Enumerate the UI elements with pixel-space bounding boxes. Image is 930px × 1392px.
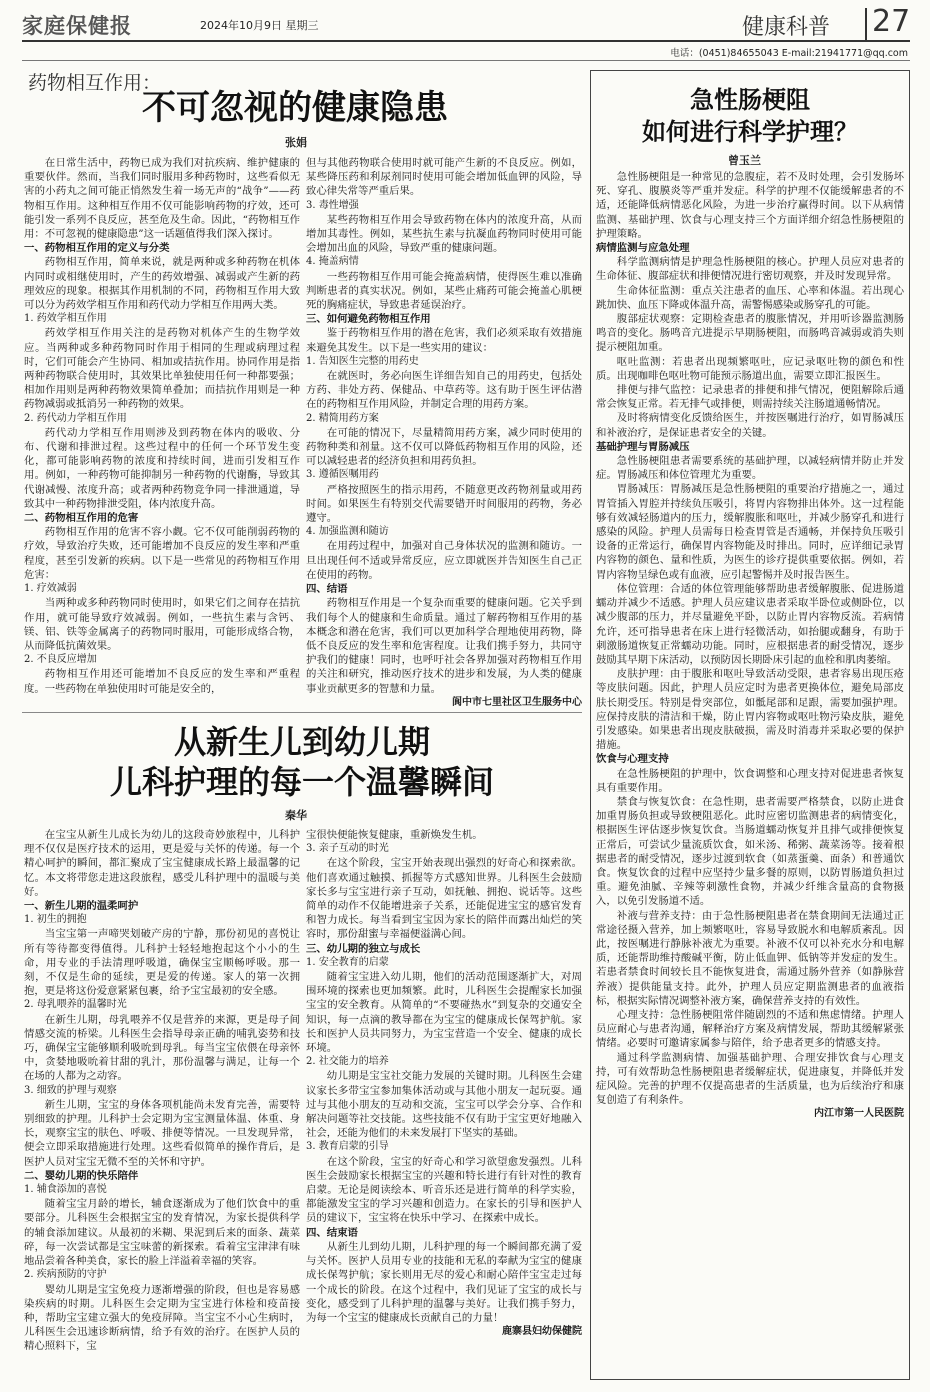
- paragraph: 一些药物相互作用可能会掩盖病情，使得医生难以准确判断患者的真实状况。例如，某些止痛药可能会掩盖心肌梗死的胸痛症状，导致患者延误治疗。: [306, 270, 582, 312]
- subsection-heading: 1. 告知医生完整的用药史: [306, 355, 419, 367]
- article-title-line-2: 如何进行科学护理？: [642, 117, 858, 146]
- subsection-heading: 2. 社交能力的培养: [306, 1056, 389, 1068]
- paragraph: 生命体征监测：重点关注患者的血压、心率和体温。若出现心跳加快、血压下降或体温升高，需警惕感染或肠穿孔的可能。: [596, 284, 904, 311]
- contact-info: 电话：(0451)84655043 E-mail:21941771@qq.com: [670, 48, 908, 59]
- section-heading: 一、药物相互作用的定义与分类: [24, 242, 170, 255]
- paragraph: 随着宝宝进入幼儿期，他们的活动范围逐渐扩大，对周围环境的探索也更加频繁。此时，儿科医生会提醒家长加强宝宝的安全教育。从简单的“不要碰热水”到复杂的交通安全知识，每一点滴的教导都在为宝宝的健康成长保驾护航。家长和医护人员共同努力，为宝宝营造一个安全、健康的成长环境。: [306, 971, 582, 1055]
- paragraph: 呕吐监测：若患者出现频繁呕吐，应记录呕吐物的颜色和性质。出现咖啡色呕吐物可能预示肠道出血，需要立即汇报医生。: [596, 355, 904, 382]
- article-title: 不可忽视的健康隐患: [142, 88, 448, 128]
- paragraph: 药物相互作用是一个复杂而重要的健康问题。它关乎到我们每个人的健康和生命质量。通过了解药物相互作用的基本概念和潜在危害，我们可以更加科学合理地使用药物，降低不良反应的发生率和危害程度。让我们携手努力，共同守护我们的健康！同时，也呼吁社会各界加强对药物相互作用的关注和研究，推动医疗技术的进步和发展，为人类的健康事业贡献更多的智慧和力量。: [306, 597, 582, 695]
- paragraph: 严格按照医生的指示用药，不随意更改药物剂量或用药时间。如果医生有特别交代需要错开时间服用的药物，务必遵守。: [306, 483, 582, 525]
- paragraph: 在急性肠梗阻的护理中，饮食调整和心理支持对促进患者恢复具有重要作用。: [596, 767, 904, 794]
- article-title-line-2: 儿科护理的每一个温馨瞬间: [109, 763, 494, 801]
- paragraph: 药效学相互作用关注的是药物对机体产生的生物学效应。当两种或多种药物同时作用于相同的生理或病理过程时，它们可能会产生协同、相加或拮抗作用。协同作用是指两种药物联合使用时，其效果比单独使用任何一种都要强；相加作用则是两种药物效果简单叠加；而拮抗作用则是一种药物减弱或抵消另一种药物的效果。: [24, 327, 300, 411]
- paragraph: 某些药物相互作用会导致药物在体内的浓度升高，从而增加其毒性。例如，某些抗生素与抗凝血药物同时使用可能会增加出血的风险，导致严重的健康问题。: [306, 213, 582, 255]
- article-title-line-1: 急性肠梗阻: [690, 85, 810, 114]
- paragraph: 心理支持：急性肠梗阻常伴随剧烈的不适和焦虑情绪。护理人员应耐心与患者沟通，解释治疗方案及病情发展，帮助其缓解紧张情绪。必要时可邀请家属参与陪伴，给予患者更多的情感支持。: [596, 1008, 904, 1050]
- subsection-heading: 3. 细致的护理与观察: [24, 1084, 117, 1096]
- divider: [22, 712, 582, 713]
- article-author: 张娟: [285, 136, 307, 149]
- subsection-heading: 2. 精简用药方案: [306, 412, 379, 424]
- section-heading: 基础护理与胃肠减压: [596, 440, 690, 453]
- paragraph: 在用药过程中，加强对自己身体状况的监测和随访。一旦出现任何不适或异常反应，应立即就医并告知医生自己正在使用的药物。: [306, 540, 582, 581]
- article-column: [596, 170, 904, 1375]
- paragraph: 幼儿期是宝宝社交能力发展的关键时期。儿科医生会建议家长多带宝宝参加集体活动或与其他小朋友一起玩耍。通过与其他小朋友的互动和交流，宝宝可以学会分享、合作和解决问题等社交技能。这些技能不仅有助于宝宝更好地融入社会，还能为他们的未来发展打下坚实的基础。: [306, 1070, 582, 1140]
- subsection-heading: 1. 初生的拥抱: [24, 914, 87, 926]
- paragraph: 药物相互作用的危害不容小觑。它不仅可能削弱药物的疗效，导致治疗失败，还可能增加不良反应的发生率和严重程度，甚至引发新的疾病。以下是一些常见的药物相互作用危害：: [24, 526, 300, 581]
- page-number: 27: [872, 4, 911, 39]
- article-author: 曾玉兰: [728, 154, 761, 167]
- section-heading: 病情监测与应急处理: [596, 242, 690, 255]
- newspaper-name: 家庭保健报: [22, 14, 132, 38]
- paragraph: 及时将病情变化反馈给医生，并按医嘱进行治疗，如胃肠减压和补液治疗，是保证患者安全的关键。: [596, 412, 904, 439]
- paragraph: 当宝宝第一声啼哭划破产房的宁静，那份初见的喜悦让所有等待都变得值得。儿科护士轻轻地抱起这个小小的生命，用专业的手法清理呼吸道，确保宝宝顺畅呼吸。那一刻，不仅是生命的延续，更是爱的传递。家人的第一次拥抱，更是将这份爱意紧紧包裹，给予宝宝最初的安全感。: [24, 928, 300, 998]
- subsection-heading: 1. 辅食添加的喜悦: [24, 1184, 107, 1196]
- issue-date: 2024年10月9日 星期三: [200, 19, 319, 32]
- paragraph: 鉴于药物相互作用的潜在危害，我们必须采取有效措施来避免其发生。以下是一些实用的建议：: [306, 327, 582, 354]
- paragraph: 在日常生活中，药物已成为我们对抗疾病、维护健康的重要伙伴。然而，当我们同时服用多种药物时，这些看似无害的小药丸之间可能正悄然发生着一场无声的“战争”——药物相互作用。这种相互作用不仅可能影响药物的疗效，还可能引发一系列不良反应，甚至危及生命。因此，“药物相互作用：不可忽视的健康隐患”这一话题值得我们深入探讨。: [24, 157, 300, 241]
- subsection-heading: 2. 不良反应增加: [24, 654, 97, 666]
- subsection-heading: 3. 遵循医嘱用药: [306, 469, 379, 481]
- subsection-heading: 3. 亲子互动的时光: [306, 843, 389, 855]
- paragraph: 新生儿期，宝宝的身体各项机能尚未发育完善，需要特别细致的护理。儿科护士会定期为宝宝测量体温、体重、身长，观察宝宝的肤色、呼吸、排便等情况。一旦发现异常，便会立即采取措施进行处理。这些看似简单的操作背后，是医护人员对宝宝无微不至的关怀和守护。: [24, 1098, 300, 1168]
- subsection-heading: 1. 疗效减弱: [24, 583, 77, 595]
- paragraph: 当两种或多种药物同时使用时，如果它们之间存在拮抗作用，就可能导致疗效减弱。例如，一些抗生素与含钙、镁、铝、铁等金属离子的药物同时服用，可能形成络合物，从而降低抗菌效果。: [24, 597, 300, 652]
- paragraph: 胃肠减压：胃肠减压是急性肠梗阻的重要治疗措施之一，通过胃管插入胃腔并持续负压吸引，将胃内容物排出体外。这一过程能够有效减轻肠道内的压力，缓解腹胀和呕吐，并减少肠穿孔和进行感染的风险。护理人员需每日检查胃管是否通畅，并保持负压吸引设备的正常运行，确保胃内容物能及时排出。同时，应详细记录胃内容物的颜色、量和性质，为医生的诊疗提供重要依据。例如，若胃内容物呈绿色或有血液，应引起警惕并及时报告医生。: [596, 483, 904, 581]
- paragraph: 腹部症状观察：定期检查患者的腹胀情况，并用听诊器监测肠鸣音的变化。肠鸣音亢进提示早期肠梗阻，而肠鸣音减弱或消失则提示梗阻加重。: [596, 313, 904, 354]
- subsection-heading: 2. 疾病预防的守护: [24, 1269, 107, 1281]
- paragraph: 急性肠梗阻是一种常见的急腹症，若不及时处理，会引发肠坏死、穿孔、腹膜炎等严重并发症。科学的护理不仅能缓解患者的不适，还能降低病情恶化风险，为进一步治疗赢得时间。以下从病情监测、基础护理、饮食与心理支持三个方面详细介绍急性肠梗阻的护理策略。: [596, 171, 904, 240]
- author-institution: 阆中市七里社区卫生服务中心: [452, 696, 582, 706]
- paragraph: 药物相互作用还可能增加不良反应的发生率和严重程度。一些药物在单独使用时可能是安全的，: [24, 668, 300, 695]
- subsection-heading: 4. 加强监测和随访: [306, 526, 389, 538]
- divider: [865, 8, 867, 40]
- subsection-heading: 1. 药效学相互作用: [24, 313, 107, 325]
- paragraph: 皮肤护理：由于腹胀和呕吐导致活动受限，患者容易出现压疮等皮肤问题。因此，护理人员应定时为患者更换体位，避免局部皮肤长期受压。特别是骨突部位，如骶尾部和足跟，需要加强护理。应保持皮肤的清洁和干燥，防止胃内容物或呕吐物污染皮肤，避免引发感染。如果患者出现皮肤破损，需及时消毒并采取必要的保护措施。: [596, 668, 904, 752]
- paragraph: 药代动力学相互作用则涉及到药物在体内的吸收、分布、代谢和排泄过程。这些过程中的任何一个环节发生变化，都可能影响药物的浓度和持续时间，进而引发相互作用。例如，一种药物可能抑制另一种药物的代谢酶，导致其代谢减慢、浓度升高；或者两种药物竞争同一排泄通道，导致其中一种药物排泄受阻，体内浓度升高。: [24, 426, 300, 510]
- section-heading: 二、药物相互作用的危害: [24, 512, 139, 525]
- paragraph: 禁食与恢复饮食：在急性期，患者需要严格禁食，以防止进食加重胃肠负担或导致梗阻恶化。此时应密切监测患者的病情变化，根据医生评估逐步恢复饮食。当肠道蠕动恢复并且排气或排便恢复正常后，可尝试少量流质饮食，如米汤、稀粥、蔬菜汤等。接着根据患者的耐受情况，逐步过渡到软食（如蒸蛋羹、面条）和普通饮食。恢复饮食的过程中应坚持少量多餐的原则，以防胃肠道负担过重。避免油腻、辛辣等刺激性食物，并减少纤维含量高的食物摄入，以免引发肠道不适。: [596, 795, 904, 908]
- subsection-heading: 4. 掩盖病情: [306, 256, 359, 268]
- article-column-2: [306, 156, 582, 706]
- section-title: 健康科普: [742, 15, 831, 40]
- paragraph: 在这个阶段，宝宝开始表现出强烈的好奇心和探索欲。他们喜欢通过触摸、抓握等方式感知世界。儿科医生会鼓励家长多与宝宝进行亲子互动，如抚触、拥抱、说话等。这些简单的动作不仅能增进亲子关系，还能促进宝宝的感官发育和智力成长。每当看到宝宝因为家长的陪伴而露出灿烂的笑容时，那份甜蜜与幸福便溢满心间。: [306, 857, 582, 941]
- paragraph: 在宝宝从新生儿成长为幼儿的这段奇妙旅程中，儿科护理不仅仅是医疗技术的运用，更是爱与关怀的传递。每一个精心呵护的瞬间，都汇聚成了宝宝健康成长路上最温馨的记忆。本文将带您走进这段旅程，感受儿科护理中的温暖与美好。: [24, 829, 300, 898]
- paragraph: 婴幼儿期是宝宝免疫力逐渐增强的阶段，但也是容易感染疾病的时期。儿科医生会定期为宝宝进行体检和疫苗接种，帮助宝宝建立强大的免疫屏障。当宝宝不小心生病时，儿科医生会迅速诊断病情，给予有效的治疗。在医护人员的精心照料下，宝: [24, 1283, 300, 1353]
- author-institution: 鹿寨县妇幼保健院: [502, 1326, 582, 1338]
- article-column-1: [24, 828, 300, 1376]
- paragraph: 通过科学监测病情、加强基础护理、合理安排饮食与心理支持，可有效帮助急性肠梗阻患者缓解症状，促进康复，并降低并发症风险。完善的护理不仅提高患者的生活质量，也为后续治疗和康复创造了有利条件。: [596, 1051, 904, 1107]
- subsection-heading: 2. 母乳喂养的温馨时光: [24, 999, 127, 1011]
- article-column-1: [24, 156, 300, 706]
- paragraph: 在可能的情况下，尽量精简用药方案，减少同时使用的药物种类和剂量。这不仅可以降低药物相互作用的风险，还可以减轻患者的经济负担和用药负担。: [306, 426, 582, 468]
- section-heading: 四、结语: [306, 583, 348, 596]
- section-heading: 饮食与心理支持: [596, 753, 669, 766]
- paragraph: 但与其他药物联合使用时就可能产生新的不良反应。例如，某些降压药和利尿剂同时使用可能会增加低血钾的风险，导致心律失常等严重后果。: [306, 157, 582, 198]
- paragraph: 在新生儿期，母乳喂养不仅是营养的来源，更是母子间情感交流的桥梁。儿科医生会指导母亲正确的哺乳姿势和技巧，确保宝宝能够顺利吸吮到母乳。每当宝宝依偎在母亲怀中，贪婪地吸吮着甘甜的乳汁，那份温馨与满足，让每一个在场的人都为之动容。: [24, 1013, 300, 1083]
- paragraph: 在就医时，务必向医生详细告知自己的用药史，包括处方药、非处方药、保健品、中草药等。这有助于医生评估潜在的药物相互作用风险，并制定合理的用药方案。: [306, 370, 582, 411]
- section-heading: 一、新生儿期的温柔呵护: [24, 900, 139, 913]
- masthead-bar: [22, 4, 911, 44]
- article-author: 秦华: [285, 809, 307, 822]
- paragraph: 在这个阶段，宝宝的好奇心和学习欲望愈发强烈。儿科医生会鼓励家长根据宝宝的兴趣和特长进行有针对性的教育启蒙。无论是阅读绘本、听音乐还是进行简单的科学实验，都能激发宝宝的学习兴趣和创造力。在家长的引导和医护人员的建议下，宝宝将在快乐中学习、在探索中成长。: [306, 1155, 582, 1225]
- section-heading: 三、幼儿期的独立与成长: [306, 942, 421, 955]
- section-heading: 四、结束语: [306, 1226, 358, 1239]
- section-heading: 二、婴幼儿期的快乐陪伴: [24, 1169, 139, 1182]
- subsection-heading: 3. 教育启蒙的引导: [306, 1141, 389, 1153]
- paragraph: 从新生儿到幼儿期，儿科护理的每一个瞬间都充满了爱与关怀。医护人员用专业的技能和无私的奉献为宝宝的健康成长保驾护航；家长则用无尽的爱心和耐心陪伴宝宝走过每一个成长的阶段。在这个过程中，我们见证了宝宝的成长与变化，感受到了儿科护理的温馨与美好。让我们携手努力，为每一个宝宝的健康成长贡献自己的力量！: [306, 1240, 582, 1324]
- subsection-heading: 1. 安全教育的启蒙: [306, 956, 389, 968]
- article-kicker: 药物相互作用：: [28, 72, 162, 94]
- paragraph: 科学监测病情是护理急性肠梗阻的核心。护理人员应对患者的生命体征、腹部症状和排便情况进行密切观察，并及时发现异常。: [596, 256, 904, 283]
- author-institution: 内江市第一人民医院: [814, 1108, 904, 1120]
- paragraph: 宝很快便能恢复健康，重新焕发生机。: [306, 829, 483, 841]
- paragraph: 体位管理：合适的体位管理能够帮助患者缓解腹胀、促进肠道蠕动并减少不适感。护理人员应建议患者采取半卧位或侧卧位，以减少腹部的压力，并尽量避免平卧，以防止胃内容物反流。若病情允许，还可指导患者在床上进行轻微活动，如抬腿或翻身，有助于刺激肠道恢复正常蠕动功能。同时，应根据患者的耐受情况，逐步鼓励其早期下床活动，以预防因长期卧床引起的血栓和肌肉萎缩。: [596, 582, 904, 666]
- paragraph: 随着宝宝月龄的增长，辅食逐渐成为了他们饮食中的重要部分。儿科医生会根据宝宝的发育情况，为家长提供科学的辅食添加建议。从最初的米糊、果泥到后来的面条、蔬菜碎，每一次尝试都是宝宝味蕾的新探索。看着宝宝津津有味地品尝着各种美食，家长的脸上洋溢着幸福的笑容。: [24, 1198, 300, 1268]
- paragraph: 急性肠梗阻患者需要系统的基础护理，以减轻病情并防止并发症。胃肠减压和体位管理尤为重要。: [596, 455, 904, 482]
- paragraph: 补液与营养支持：由于急性肠梗阻患者在禁食期间无法通过正常途径摄入营养，加上频繁呕吐，容易导致脱水和电解质紊乱。因此，按医嘱进行静脉补液尤为重要。补液不仅可以补充水分和电解质，还能帮助维持酸碱平衡，防止低血钾、低钠等并发症的发生。若患者禁食时间较长且不能恢复进食，需通过肠外营养（如静脉营养液）提供能量支持。此外，护理人员应定期监测患者的血液指标，根据实际情况调整补液方案，确保营养支持的有效性。: [596, 909, 904, 1007]
- section-heading: 三、如何避免药物相互作用: [306, 313, 431, 326]
- subsection-heading: 3. 毒性增强: [306, 199, 359, 211]
- paragraph: 药物相互作用，简单来说，就是两种或多种药物在机体内同时或相继使用时，产生的药效增强、减弱或产生新的药理效应的现象。根据其作用机制的不同，药物相互作用大致可以分为药效学相互作用和药代动力学相互作用两大类。: [24, 256, 300, 312]
- divider: [22, 60, 910, 61]
- article-column-2: [306, 828, 582, 1376]
- subsection-heading: 2. 药代动力学相互作用: [24, 412, 127, 424]
- article-title-line-1: 从新生儿到幼儿期: [173, 723, 430, 761]
- divider: [22, 40, 910, 42]
- paragraph: 排便与排气监控：记录患者的排便和排气情况，便阻解除后通常会恢复正常。若无排气或排便，则需持续关注肠道通畅情况。: [596, 384, 904, 411]
